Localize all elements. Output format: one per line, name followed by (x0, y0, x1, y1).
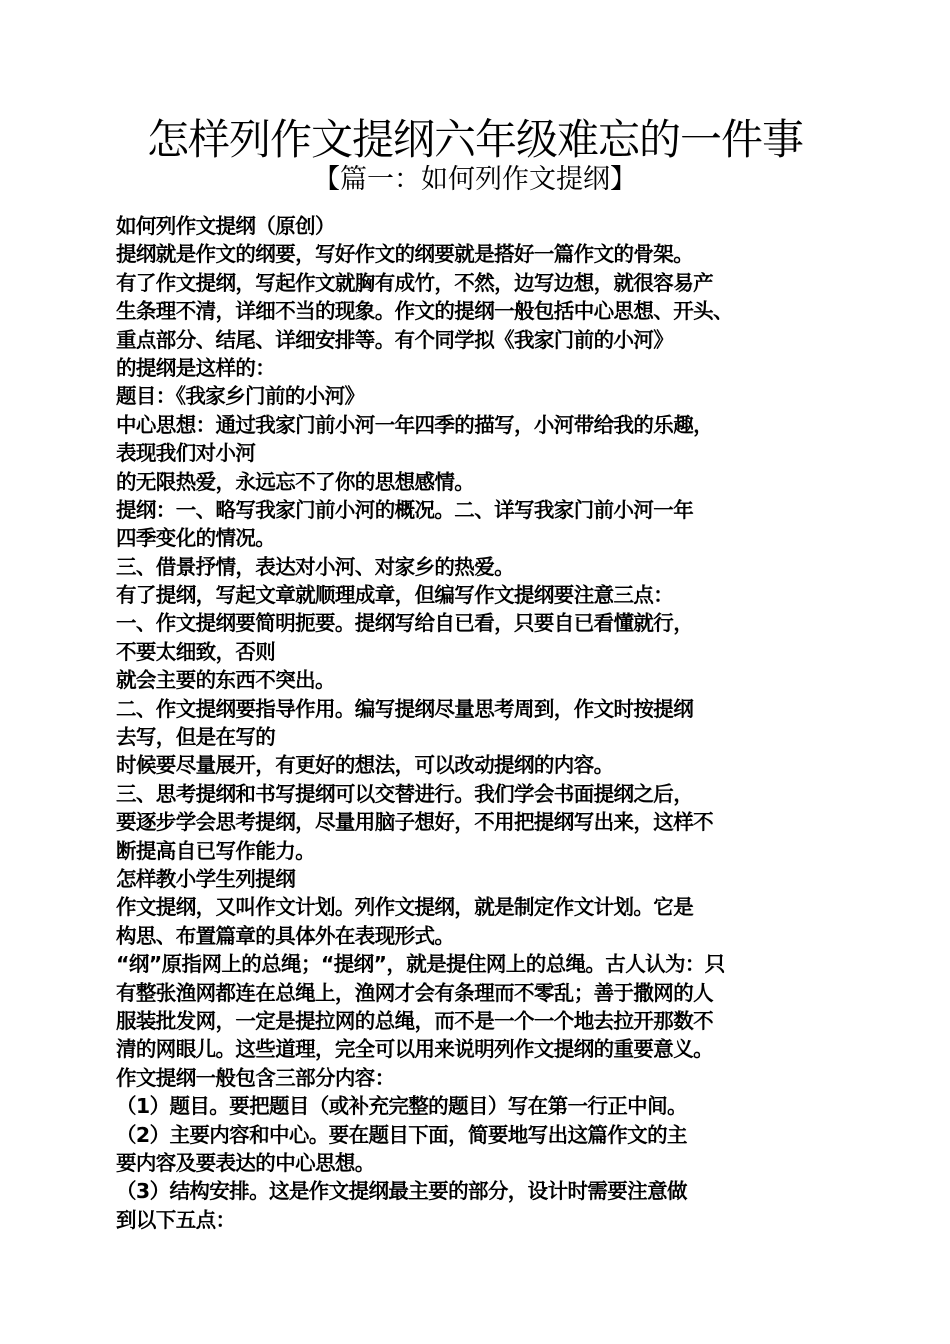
paragraph-line: （3）结构安排。这是作文提纲最主要的部分，设计时需要注意做 (116, 1179, 687, 1204)
paragraph-line: 有整张渔网都连在总绳上，渔网才会有条理而不零乱；善于撒网的人 (116, 980, 713, 1005)
document-title: 怎样列作文提纲六年级难忘的一件事 (146, 115, 803, 164)
paragraph-line: 题目：《我家乡门前的小河》 (116, 384, 365, 409)
paragraph-line: 中心思想：通过我家门前小河一年四季的描写，小河带给我的乐趣， (116, 412, 713, 437)
paragraph-line: 四季变化的情况。 (116, 526, 276, 551)
paragraph-line: 提纲：一、略写我家门前小河的概况。二、详写我家门前小河一年 (116, 497, 694, 522)
paragraph-line: 二、作文提纲要指导作用。编写提纲尽量思考周到，作文时按提纲 (116, 696, 694, 721)
paragraph-line: 时候要尽量展开，有更好的想法，可以改动提纲的内容。 (116, 753, 614, 778)
paragraph-line: 怎样教小学生列提纲 (116, 866, 296, 891)
paragraph-line: 作文提纲，又叫作文计划。列作文提纲，就是制定作文计划。它是 (116, 895, 694, 920)
paragraph-line: 三、思考提纲和书写提纲可以交替进行。我们学会书面提纲之后， (116, 781, 694, 806)
paragraph-line: 服装批发网，一定是提拉网的总绳，而不是一个一个地去拉开那数不 (116, 1008, 713, 1033)
paragraph-line: “纲”原指网上的总绳；“提纲”，就是提住网上的总绳。古人认为：只 (116, 952, 725, 977)
paragraph-line: 断提高自已写作能力。 (116, 838, 315, 863)
paragraph-line: 要内容及要表达的中心思想。 (116, 1150, 375, 1175)
paragraph-line: 提纲就是作文的纲要，写好作文的纲要就是搭好一篇作文的骨架。 (116, 242, 694, 267)
paragraph-line: 表现我们对小河 (116, 441, 256, 466)
paragraph-line: 有了提纲，写起文章就顺理成章，但编写作文提纲要注意三点： (116, 583, 674, 608)
paragraph-line: （2）主要内容和中心。要在题目下面，简要地写出这篇作文的主 (116, 1122, 687, 1147)
paragraph-line: 重点部分、结尾、详细安排等。有个同学拟《我家门前的小河》 (116, 327, 674, 352)
paragraph-line: 三、借景抒情，表达对小河、对家乡的热爱。 (116, 554, 514, 579)
paragraph-line: 到以下五点： (116, 1207, 236, 1232)
paragraph-line: 要逐步学会思考提纲，尽量用脑子想好，不用把提纲写出来，这样不 (116, 810, 713, 835)
paragraph-line: 一、作文提纲要简明扼要。提纲写给自已看，只要自已看懂就行， (116, 611, 694, 636)
paragraph-line: 不要太细致，否则 (116, 639, 276, 664)
paragraph-line: 的提纲是这样的： (116, 355, 276, 380)
paragraph-line: 就会主要的东西不突出。 (116, 668, 335, 693)
document-body (116, 212, 846, 1234)
paragraph-line: 去写，但是在写的 (116, 725, 276, 750)
paragraph-line: 的无限热爱，永远忘不了你的思想感情。 (116, 469, 475, 494)
paragraph-line: 清的网眼儿。这些道理，完全可以用来说明列作文提纲的重要意义。 (116, 1037, 713, 1062)
paragraph-line: 生条理不清，详细不当的现象。作文的提纲一般包括中心思想、开头、 (116, 299, 733, 324)
paragraph-line: 构思、布置篇章的具体外在表现形式。 (116, 923, 455, 948)
document-subtitle: 【篇一：如何列作文提纲】 (313, 164, 637, 195)
paragraph-line: 如何列作文提纲（原创） (116, 214, 335, 238)
paragraph-line: 有了作文提纲，写起作文就胸有成竹，不然，边写边想，就很容易产 (116, 270, 713, 295)
paragraph-line: 作文提纲一般包含三部分内容： (116, 1065, 395, 1090)
paragraph-line: （1）题目。要把题目（或补充完整的题目）写在第一行正中间。 (116, 1094, 687, 1119)
